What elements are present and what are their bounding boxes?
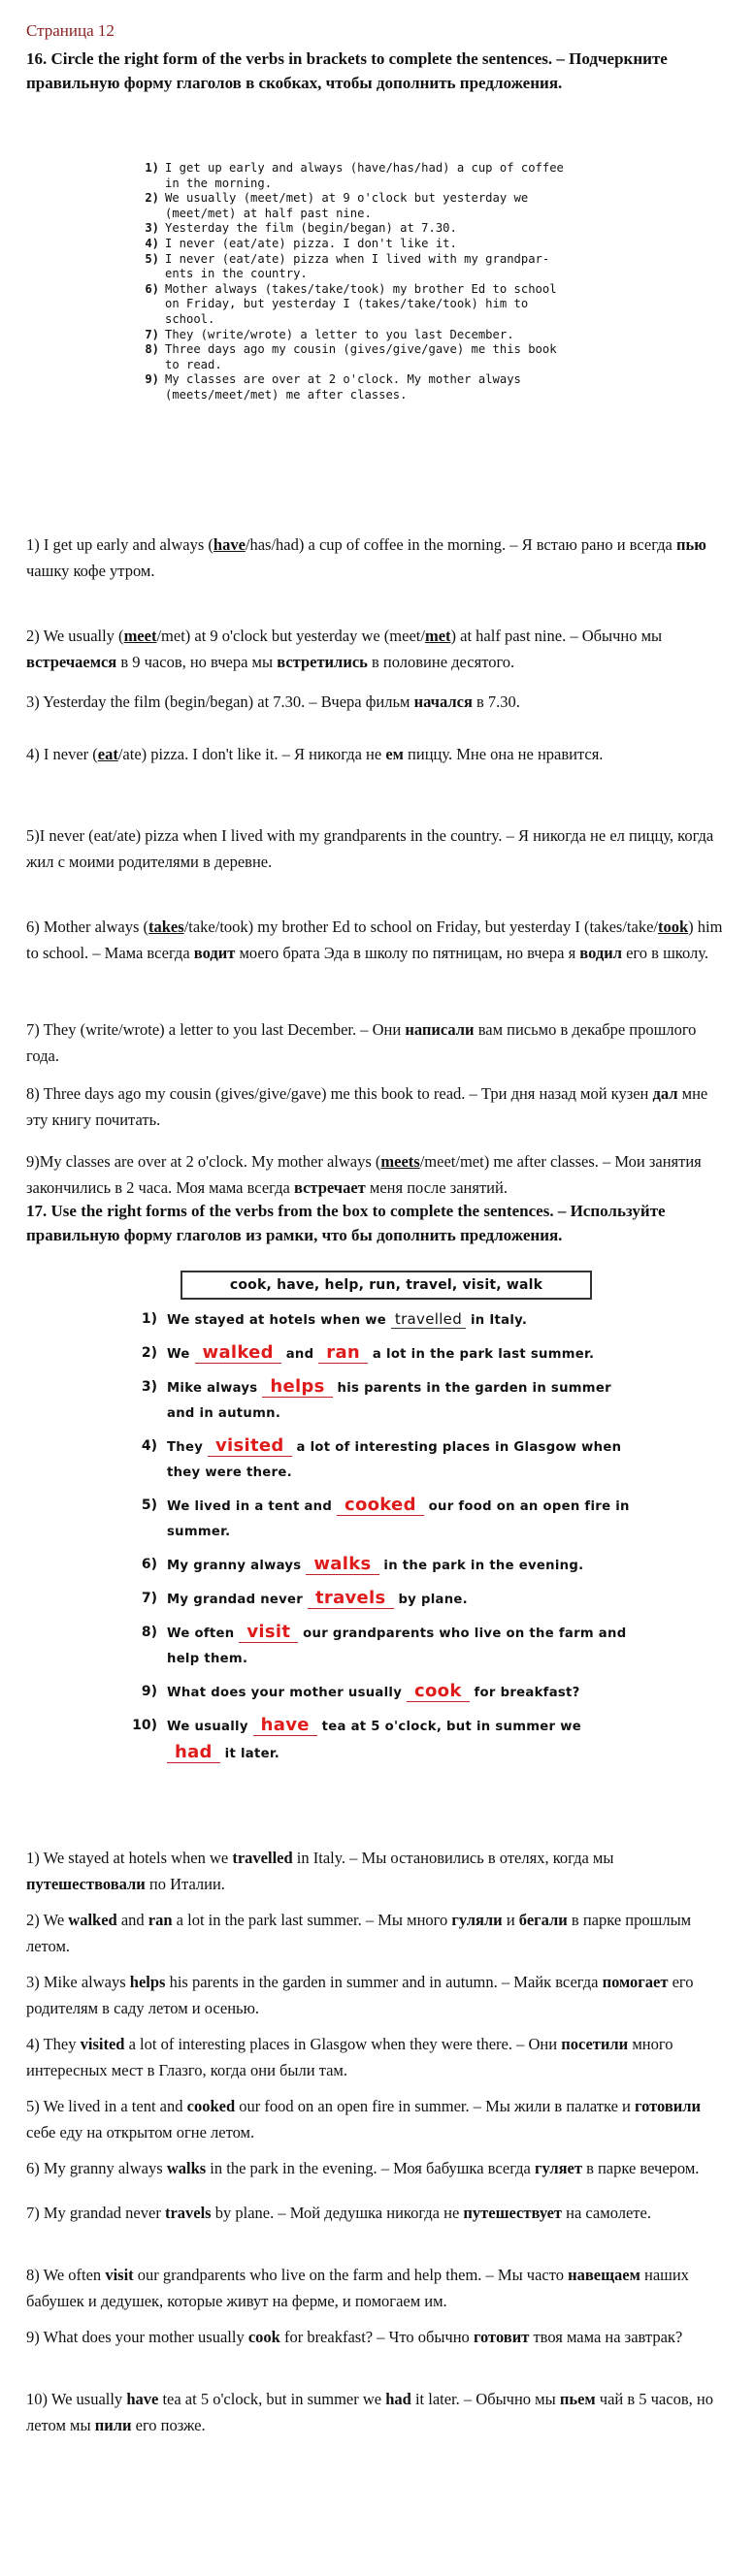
row-text	[167, 1620, 635, 1672]
answer-17-item: 8) We often visit our grandparents who live on the farm and help them. – Мы часто навещаем наших бабушек и дедушек, которые живут на ферме, и помогаем им.	[26, 2266, 689, 2310]
filled-answer: had	[167, 1742, 220, 1763]
scan-line-text: Yesterday the film (begin/began) at 7.30.	[165, 221, 457, 236]
filled-answer: helps	[262, 1376, 332, 1398]
row-number: 2)	[141, 1345, 157, 1361]
exercise-17-row	[130, 1433, 635, 1486]
row-number: 10)	[132, 1718, 157, 1733]
answer-16-item: 9)My classes are over at 2 o'clock. My mother always (meets/meet/met) me after classes. – Мои занятия закончились в 2 часа. Моя мама всегда встречает меня после занятий.	[26, 1152, 702, 1197]
exercise-17-row	[130, 1679, 635, 1706]
answer-16-item: 8) Three days ago my cousin (gives/give/gave) me this book to read. – Три дня назад мой кузен дал мне эту книгу почитать.	[26, 1084, 708, 1129]
exercise-16-heading: 16. Circle the right form of the verbs in brackets to complete the sentences. – Подчеркните правильную форму глаголов в скобках, чтобы дополнить предложения.	[26, 49, 668, 92]
scan-line	[136, 221, 631, 237]
word-box: cook, have, help, run, travel, visit, walk	[181, 1271, 592, 1300]
row-text-after: in Italy.	[466, 1313, 528, 1328]
row-text	[167, 1679, 635, 1706]
answer-16-item: 7) They (write/wrote) a letter to you last December. – Они написали вам письмо в декабре прошлого года.	[26, 1020, 697, 1065]
row-text-after: a lot in the park last summer.	[368, 1347, 595, 1362]
exercise-17-scan	[130, 1271, 635, 1833]
row-text-after: by plane.	[393, 1593, 468, 1607]
row-text	[167, 1493, 635, 1545]
row-number: 1)	[141, 1311, 157, 1327]
row-number: 3)	[141, 1379, 157, 1395]
exercise-17-row	[130, 1340, 635, 1368]
scan-line-number: 4)	[145, 236, 159, 250]
answer-17-item: 4) They visited a lot of interesting places in Glasgow when they were there. – Они посетили много интересных мест в Глазго, когда они были там.	[26, 2035, 673, 2079]
filled-answer: travelled	[391, 1310, 466, 1329]
filled-answer: visited	[208, 1435, 292, 1457]
answer-16-item: 5)I never (eat/ate) pizza when I lived with my grandparents in the country. – Я никогда не ел пиццу, когда жил с моими родителями в деревне.	[26, 826, 714, 871]
row-text-after: it later.	[219, 1747, 280, 1761]
exercise-17-heading: 17. Use the right forms of the verbs from the box to complete the sentences. – Используйте правильную форму глаголов из рамки, что бы дополнить предложения.	[26, 1202, 666, 1244]
row-text	[167, 1433, 635, 1486]
scan-line-number: 8)	[145, 342, 159, 357]
row-text-after: his parents in the garden in summer and in autumn.	[167, 1381, 611, 1421]
row-text-after: a lot of interesting places in Glasgow when they were there.	[167, 1440, 622, 1480]
answer-16-item: 3) Yesterday the film (begin/began) at 7.30. – Вчера фильм начался в 7.30.	[26, 692, 520, 711]
scan-line-text: We usually (meet/met) at 9 o'clock but yesterday we (meet/met) at half past nine.	[165, 191, 529, 220]
row-text-after: in the park in the evening.	[378, 1559, 584, 1573]
row-text-before: We usually	[167, 1720, 253, 1734]
row-text	[167, 1552, 635, 1579]
scan-line-number: 5)	[145, 251, 159, 266]
answer-16-item: 2) We usually (meet/met) at 9 o'clock but yesterday we (meet/met) at half past nine. – Обычно мы встречаемся в 9 часов, но вчера мы встретились в половине десятого.	[26, 627, 663, 671]
row-text	[167, 1374, 635, 1427]
filled-answer: have	[253, 1715, 317, 1736]
scan-line-text: Mother always (takes/take/took) my brother Ed to school on Friday, but yesterday I (takes/take/took) him to school.	[165, 281, 557, 326]
exercise-17-row	[130, 1306, 635, 1334]
row-number: 5)	[141, 1497, 157, 1513]
filled-answer: cook	[407, 1681, 470, 1702]
row-number: 6)	[141, 1557, 157, 1572]
row-text-before: What does your mother usually	[167, 1686, 408, 1700]
row-text	[167, 1340, 635, 1368]
scan-line	[136, 372, 631, 402]
scan-line	[136, 191, 631, 221]
scan-line-text: I never (eat/ate) pizza when I lived with my grandpar- ents in the country.	[165, 251, 550, 281]
filled-answer: ran	[318, 1342, 368, 1364]
row-number: 9)	[141, 1684, 157, 1699]
row-text-before: We stayed at hotels when we	[167, 1313, 391, 1328]
row-text-after: for breakfast?	[469, 1686, 580, 1700]
row-text	[167, 1586, 635, 1613]
answer-17-item: 9) What does your mother usually cook for breakfast? – Что обычно готовит твоя мама на завтрак?	[26, 2328, 683, 2346]
scan-line-text: Three days ago my cousin (gives/give/gave) me this book to read.	[165, 342, 557, 371]
exercise-17-row	[130, 1374, 635, 1427]
filled-answer: walked	[195, 1342, 281, 1364]
scan-line	[136, 237, 631, 252]
filled-answer: visit	[239, 1622, 298, 1643]
scan-line	[136, 342, 631, 372]
answer-17-item: 7) My grandad never travels by plane. – Мой дедушка никогда не путешествует на самолете.	[26, 2204, 651, 2222]
row-text	[167, 1306, 635, 1334]
scan-line-text: I get up early and always (have/has/had) a cup of coffee in the morning.	[165, 161, 564, 190]
answer-17-item: 1) We stayed at hotels when we travelled in Italy. – Мы остановились в отелях, когда мы путешествовали по Италии.	[26, 1849, 614, 1893]
answer-17-item: 6) My granny always walks in the park in the evening. – Моя бабушка всегда гуляет в парке вечером.	[26, 2159, 700, 2177]
filled-answer: travels	[308, 1588, 394, 1609]
row-text-after: our food on an open fire in summer.	[167, 1499, 630, 1539]
exercise-17-row	[130, 1620, 635, 1672]
row-text	[167, 1713, 635, 1767]
row-text-mid: and	[280, 1347, 319, 1362]
row-text-before: Mike always	[167, 1381, 263, 1396]
answer-17-item: 2) We walked and ran a lot in the park last summer. – Мы много гуляли и бегали в парке прошлым летом.	[26, 1911, 692, 1955]
row-text-after: tea at 5 o'clock, but in summer we	[316, 1720, 581, 1734]
page-label: Страница 12	[26, 21, 115, 40]
scan-line-number: 7)	[145, 327, 159, 341]
exercise-17-row	[130, 1713, 635, 1767]
row-text-before: We lived in a tent and	[167, 1499, 337, 1514]
scan-line	[136, 252, 631, 282]
row-text-after: our grandparents who live on the farm and help them.	[167, 1626, 627, 1666]
row-number: 8)	[141, 1625, 157, 1640]
row-text-before: They	[167, 1440, 209, 1455]
exercise-17-row	[130, 1586, 635, 1613]
scan-line	[136, 161, 631, 191]
answer-17-item: 3) Mike always helps his parents in the garden in summer and in autumn. – Майк всегда помогает его родителям в саду летом и осенью.	[26, 1973, 694, 2017]
row-text-before: We	[167, 1347, 195, 1362]
exercise-17-row	[130, 1493, 635, 1545]
answer-17-item: 5) We lived in a tent and cooked our food on an open fire in summer. – Мы жили в палатке и готовили себе еду на открытом огне летом.	[26, 2097, 702, 2141]
scan-line-number: 1)	[145, 161, 159, 175]
scan-line-text: My classes are over at 2 o'clock. My mother always (meets/meet/met) me after classes.	[165, 372, 521, 402]
answer-17-item: 10) We usually have tea at 5 o'clock, but in summer we had it later. – Обычно мы пьем чай в 5 часов, но летом мы пили его позже.	[26, 2390, 713, 2434]
scan-line-text: I never (eat/ate) pizza. I don't like it.	[165, 236, 457, 250]
row-text-before: My granny always	[167, 1559, 307, 1573]
row-number: 7)	[141, 1591, 157, 1606]
row-text-before: We often	[167, 1626, 240, 1641]
answer-16-item: 4) I never (eat/ate) pizza. I don't like it. – Я никогда не ем пиццу. Мне она не нравится.	[26, 745, 604, 763]
exercise-17-row	[130, 1552, 635, 1579]
answer-16-item: 1) I get up early and always (have/has/had) a cup of coffee in the morning. – Я встаю рано и всегда пью чашку кофе утром.	[26, 535, 706, 580]
scan-line	[136, 282, 631, 328]
row-text-before: My grandad never	[167, 1593, 308, 1607]
filled-answer: walks	[306, 1554, 378, 1575]
row-number: 4)	[141, 1438, 157, 1454]
scan-line-number: 2)	[145, 191, 159, 206]
scan-line-number: 6)	[145, 281, 159, 296]
filled-answer: cooked	[337, 1495, 424, 1516]
scan-line-number: 3)	[145, 221, 159, 236]
scan-line-number: 9)	[145, 372, 159, 387]
answer-16-item: 6) Mother always (takes/take/took) my brother Ed to school on Friday, but yesterday I (takes/take/took) him to school. – Мама всегда водит моего брата Эда в школу по пятницам, но вчера я водил его в школу.	[26, 918, 723, 962]
scan-line	[136, 328, 631, 343]
scan-line-text: They (write/wrote) a letter to you last December.	[165, 327, 514, 341]
exercise-16-scan	[136, 161, 631, 444]
